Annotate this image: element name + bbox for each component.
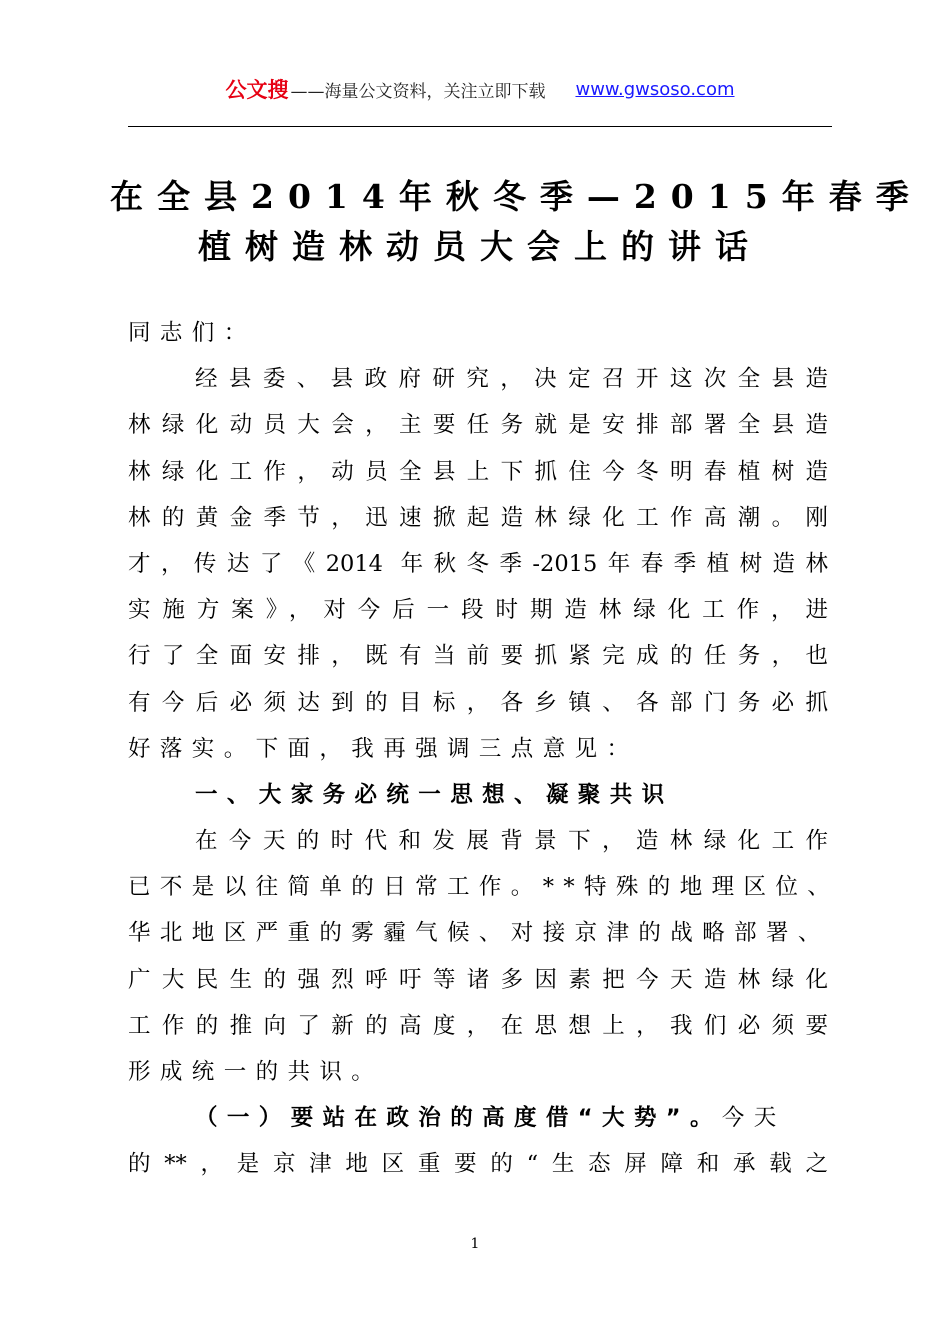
paragraph-line: 已不是以往简单的日常工作。**特殊的地理区位、: [128, 874, 840, 901]
document-title: [110, 172, 923, 272]
paragraph-line: 的**，是京津地区重要的“生态屏障和承载之: [128, 1151, 828, 1178]
subsection-line: [128, 1095, 828, 1141]
paragraph-line: 林的黄金季节，迅速掀起造林绿化工作高潮。刚: [128, 504, 828, 531]
section-heading-1: 一、大家务必统一思想、凝聚共识: [195, 781, 674, 808]
subsection-heading-1: （一）要站在政治的高度借“大势”。: [195, 1105, 722, 1132]
salutation: 同志们：: [128, 320, 256, 346]
header-slogan: ——海量公文资料，关注立即下载: [290, 81, 546, 102]
paragraph-line: 有今后必须达到的目标，各乡镇、各部门务必抓: [128, 689, 828, 716]
paragraph-line: 林绿化动员大会，主要任务就是安排部署全县造: [128, 412, 828, 439]
paragraph-line: 华北地区严重的雾霾气候、对接京津的战略部署、: [128, 920, 830, 947]
paragraph-line: 工作的推向了新的高度，在思想上，我们必须要: [128, 1012, 828, 1039]
paragraph-line: 林绿化工作，动员全县上下抓住今冬明春植树造: [128, 458, 828, 485]
header-divider: [128, 126, 832, 127]
subsection-text: 今天: [721, 1105, 786, 1132]
paragraph-line: 好落实。下面，我再强调三点意见：: [128, 735, 639, 762]
paragraph-line: 在今天的时代和发展背景下，造林绿化工作: [195, 828, 828, 855]
paragraph-line: 经县委、县政府研究，决定召开这次全县造: [195, 366, 828, 393]
paragraph-line: 才，传达了《2014 年秋冬季-2015年春季植树造林: [128, 550, 828, 577]
title-line-2: 植树造林动员大会上的讲话: [198, 227, 762, 266]
document-body: [128, 310, 840, 1188]
title-line-1: 在全县2014年秋冬季—2015年春季: [110, 177, 923, 216]
paragraph-line: 形成统一的共识。: [128, 1059, 384, 1085]
page-number: 1: [470, 1236, 480, 1252]
website-link[interactable]: www.gwsoso.com: [575, 78, 735, 100]
site-header: [128, 72, 832, 106]
paragraph-line: 行了全面安排，既有当前要抓紧完成的任务，也: [128, 643, 828, 670]
paragraph-line: 实施方案》，对今后一段时期造林绿化工作，进: [128, 597, 828, 624]
brand-logo-text: 公文搜: [225, 78, 289, 102]
paragraph-line: 广大民生的强烈呼吁等诸多因素把今天造林绿化: [128, 966, 828, 993]
